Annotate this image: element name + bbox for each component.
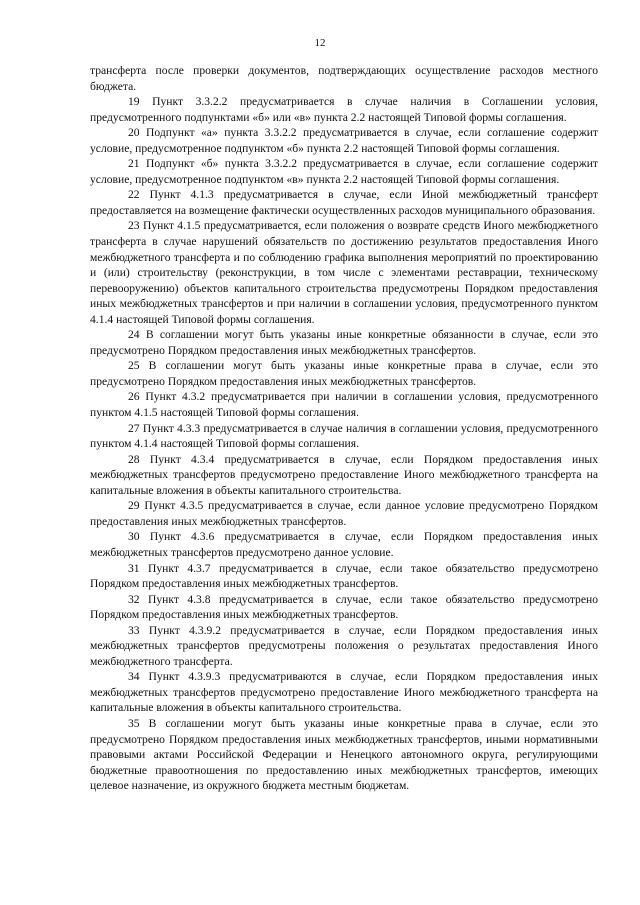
footnote-25: 25 В соглашении могут быть указаны иные конкретные права в случае, если это предусмотрено Порядком предоставления иных межбюджетных трансфертов. <box>90 359 598 388</box>
footnote-35: 35 В соглашении могут быть указаны иные конкретные права в случае, если это предусмотрено Порядком предоставления иных межбюджетных трансфертов, иными нормативными правовыми актами Российской Федерации и Ненецкого автономного округа, регулирующими бюджетные правоотношения по предоставлению иных межбюджетных трансфертов, имеющих целевое назначение, из окружного бюджета местным бюджетам. <box>90 716 598 793</box>
document-body <box>90 63 598 794</box>
page-number: 12 <box>314 37 326 49</box>
footnote-31: 31 Пункт 4.3.7 предусматривается в случае, если такое обязательство предусмотрено Порядком предоставления иных межбюджетных трансфертов. <box>90 561 598 591</box>
footnote-28: 28 Пункт 4.3.4 предусматривается в случае, если Порядком предоставления иных межбюджетных трансфертов предусмотрено предоставление Иного межбюджетного трансферта на капитальные вложения в объекты капитального строительства. <box>90 452 598 497</box>
footnote-20: 20 Подпункт «а» пункта 3.3.2.2 предусматривается в случае, если соглашение содержит условие, предусмотренное подпунктом «б» пункта 2.2 настоящей Типовой формы соглашения. <box>90 126 598 155</box>
footnote-32: 32 Пункт 4.3.8 предусматривается в случае, если такое обязательство предусмотрено Порядком предоставления иных межбюджетных трансфертов. <box>90 592 598 622</box>
footnote-22: 22 Пункт 4.1.3 предусматривается в случае, если Иной межбюджетный трансферт предоставляется на возмещение фактически осуществленных расходов муниципального образования. <box>90 188 598 217</box>
footnote-23: 23 Пункт 4.1.5 предусматривается, если положения о возврате средств Иного межбюджетного трансферта в случае нарушений обязательств по достижению результатов предоставления Иного межбюджетного трансферта и по соблюдению графика выполнения мероприятий по проектированию и (или) строительству (реконструкции, в том числе с элементами реставрации, техническому перевооружению) объектов капитального строительства предусмотрены Порядком предоставления иных межбюджетных трансфертов и при наличии в соглашении условия, предусмотренного пунктом 4.1.4 настоящей Типовой формы соглашения. <box>90 219 598 326</box>
paragraph-continuation: трансферта после проверки документов, подтверждающих осуществление расходов местного бюджета. <box>90 64 598 93</box>
footnote-21: 21 Подпункт «б» пункта 3.3.2.2 предусматривается в случае, если соглашение содержит условие, предусмотренное подпунктом «в» пункта 2.2 настоящей Типовой формы соглашения. <box>90 157 598 186</box>
footnote-30: 30 Пункт 4.3.6 предусматривается в случае, если Порядком предоставления иных межбюджетных трансфертов предусмотрено данное условие. <box>90 530 598 559</box>
footnote-19: 19 Пункт 3.3.2.2 предусматривается в случае наличия в Соглашении условия, предусмотренного подпунктами «б» или «в» пункта 2.2 настоящей Типовой формы соглашения. <box>90 95 598 124</box>
footnote-27: 27 Пункт 4.3.3 предусматривается в случае наличия в соглашении условия, предусмотренного пунктом 4.1.4 настоящей Типовой формы соглашения. <box>90 421 598 451</box>
footnote-29: 29 Пункт 4.3.5 предусматривается в случае, если данное условие предусмотрено Порядком предоставления иных межбюджетных трансфертов. <box>90 499 598 528</box>
footnote-26: 26 Пункт 4.3.2 предусматривается при наличии в соглашении условия, предусмотренного пунктом 4.1.5 настоящей Типовой формы соглашения. <box>90 390 598 420</box>
footnote-24: 24 В соглашении могут быть указаны иные конкретные обязанности в случае, если это предусмотрено Порядком предоставления иных межбюджетных трансфертов. <box>90 328 598 357</box>
footnote-34: 34 Пункт 4.3.9.3 предусматриваются в случае, если Порядком предоставления иных межбюджетных трансфертов предусмотрено предоставление Иного межбюджетного трансферта на капитальные вложения в объекты капитального строительства. <box>90 670 598 715</box>
footnote-33: 33 Пункт 4.3.9.2 предусматривается в случае, если Порядком предоставления иных межбюджетных трансфертов предусмотрены положения о результатах предоставления Иного межбюджетного трансферта. <box>90 623 598 668</box>
